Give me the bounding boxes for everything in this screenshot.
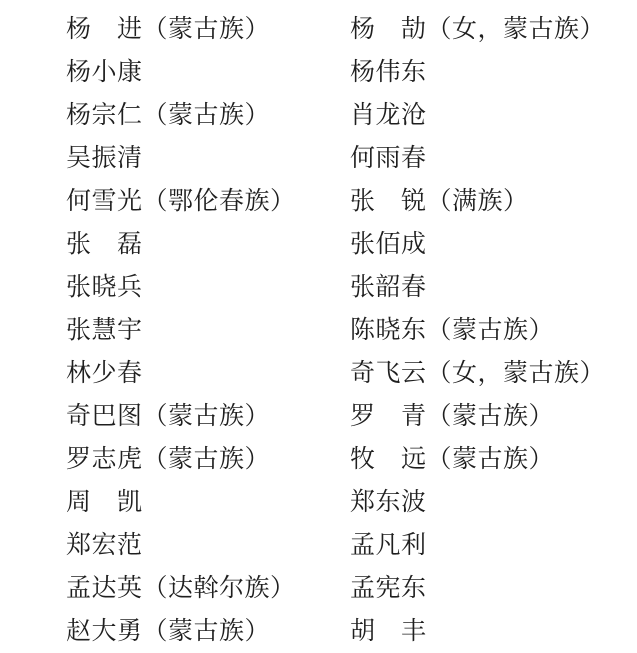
list-row xyxy=(66,395,637,438)
person-name: 张 磊 xyxy=(66,231,143,258)
list-row xyxy=(66,51,637,94)
list-row xyxy=(66,438,637,481)
list-item xyxy=(350,8,637,51)
ethnic-note: （蒙古族） xyxy=(426,317,555,344)
list-row xyxy=(66,567,637,610)
ethnic-note: （蒙古族） xyxy=(142,102,271,129)
list-item xyxy=(350,395,637,438)
list-item xyxy=(66,137,350,180)
list-item xyxy=(66,94,350,137)
list-item xyxy=(66,8,350,51)
ethnic-note: （达斡尔族） xyxy=(142,575,296,602)
list-item xyxy=(66,223,350,266)
list-item xyxy=(350,137,637,180)
person-name: 赵大勇 xyxy=(66,618,143,645)
list-item xyxy=(350,94,637,137)
person-name: 杨宗仁 xyxy=(66,102,143,129)
list-row xyxy=(66,524,637,567)
person-name: 林少春 xyxy=(66,360,143,387)
person-name: 孟宪东 xyxy=(350,575,427,602)
list-row xyxy=(66,481,637,524)
person-name: 牧 远 xyxy=(350,446,427,473)
list-item xyxy=(66,309,350,352)
person-name: 杨小康 xyxy=(66,59,143,86)
person-name: 吴振清 xyxy=(66,145,143,172)
ethnic-note: （蒙古族） xyxy=(426,403,555,430)
list-item xyxy=(66,180,350,223)
person-name: 张佰成 xyxy=(350,231,427,258)
person-name: 张晓兵 xyxy=(66,274,143,301)
list-item xyxy=(350,51,637,94)
person-name: 胡 丰 xyxy=(350,618,427,645)
person-name: 郑东波 xyxy=(350,489,427,516)
ethnic-note: （女，蒙古族） xyxy=(426,360,606,387)
list-item xyxy=(66,51,350,94)
list-row xyxy=(66,137,637,180)
list-item xyxy=(66,524,350,567)
person-name: 罗志虎 xyxy=(66,446,143,473)
list-item xyxy=(66,567,350,610)
list-row xyxy=(66,352,637,395)
person-name: 肖龙沧 xyxy=(350,102,427,129)
ethnic-note: （蒙古族） xyxy=(426,446,555,473)
person-name: 何雪光 xyxy=(66,188,143,215)
ethnic-note: （蒙古族） xyxy=(142,446,271,473)
list-item xyxy=(66,610,350,653)
person-name: 杨伟东 xyxy=(350,59,427,86)
person-name: 奇飞云 xyxy=(350,360,427,387)
person-name: 罗 青 xyxy=(350,403,427,430)
person-name: 张韶春 xyxy=(350,274,427,301)
list-item xyxy=(350,223,637,266)
person-name: 周 凯 xyxy=(66,489,143,516)
person-name: 何雨春 xyxy=(350,145,427,172)
person-name: 陈晓东 xyxy=(350,317,427,344)
person-name: 张慧宇 xyxy=(66,317,143,344)
ethnic-note: （女，蒙古族） xyxy=(426,16,606,43)
list-row xyxy=(66,180,637,223)
list-item xyxy=(66,481,350,524)
ethnic-note: （鄂伦春族） xyxy=(142,188,296,215)
list-item xyxy=(350,438,637,481)
list-row xyxy=(66,94,637,137)
list-item xyxy=(350,610,637,653)
list-row xyxy=(66,8,637,51)
list-item xyxy=(66,395,350,438)
list-item xyxy=(350,180,637,223)
list-item xyxy=(350,352,637,395)
person-name: 郑宏范 xyxy=(66,532,143,559)
person-name: 杨 进 xyxy=(66,16,143,43)
list-row xyxy=(66,223,637,266)
person-name: 孟凡利 xyxy=(350,532,427,559)
list-row xyxy=(66,610,637,653)
list-row xyxy=(66,309,637,352)
list-item xyxy=(350,481,637,524)
list-item xyxy=(350,309,637,352)
list-item xyxy=(66,266,350,309)
ethnic-note: （满族） xyxy=(426,188,529,215)
list-item xyxy=(350,567,637,610)
person-name: 孟达英 xyxy=(66,575,143,602)
list-item xyxy=(350,524,637,567)
list-item xyxy=(66,352,350,395)
person-name: 奇巴图 xyxy=(66,403,143,430)
ethnic-note: （蒙古族） xyxy=(142,403,271,430)
list-row xyxy=(66,266,637,309)
ethnic-note: （蒙古族） xyxy=(142,618,271,645)
list-item xyxy=(350,266,637,309)
person-name: 张 锐 xyxy=(350,188,427,215)
person-name: 杨 劼 xyxy=(350,16,427,43)
list-item xyxy=(66,438,350,481)
ethnic-note: （蒙古族） xyxy=(142,16,271,43)
